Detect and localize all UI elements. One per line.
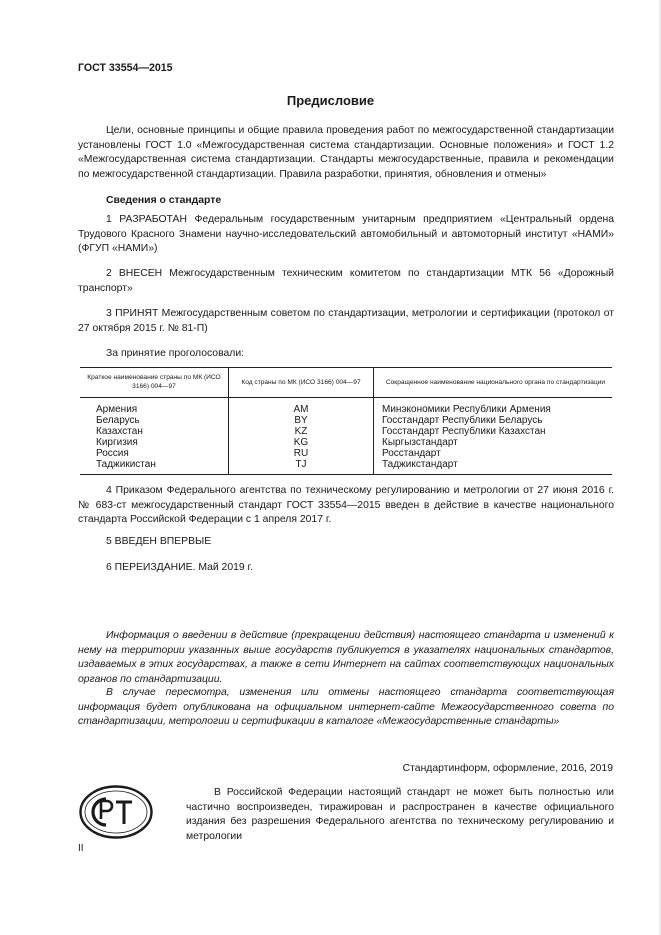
standards-body: Минэкономики Республики Армения — [382, 404, 551, 415]
header-standards-body: Сокращенное наименование национального органа по стандартизации — [374, 368, 613, 398]
publisher-line: Стандартинформ, оформление, 2016, 2019 — [402, 763, 613, 774]
item-submitted: 2 ВНЕСЕН Межгосударственным техническим комитетом по стандартизации МТК 56 «Дорожный транспорт» — [78, 268, 614, 294]
country-code: KZ — [229, 426, 374, 437]
country-name: Россия — [80, 448, 229, 459]
page-number: II — [78, 843, 84, 854]
table-row — [80, 448, 612, 459]
vote-table-header-row — [80, 368, 612, 398]
table-row — [80, 415, 612, 426]
country-name: Казахстан — [80, 426, 229, 437]
table-row — [80, 426, 612, 437]
standards-body: Кыргызстандарт — [382, 437, 458, 448]
page-title: Предисловие — [286, 93, 375, 108]
intro-paragraph: Цели, основные принципы и общие правила проведения работ по межгосударственной стандартизации установлены ГОСТ 1.0 «Межгосударственная система стандартизации. Основные положения» и ГОСТ 1.2 «Межгосударственная система стандартизации. Стандарты межгосударственные, правила и рекомендации по межгосударственной стандартизации. Правила разработки, принятия, обновления и отмены» — [78, 125, 614, 180]
country-name: Армения — [80, 398, 229, 416]
standards-body: Таджикстандарт — [382, 459, 458, 470]
vote-label: За принятие проголосовали: — [106, 348, 245, 359]
country-code: RU — [229, 448, 374, 459]
standards-body: Росстандарт — [382, 448, 441, 459]
country-name: Таджикистан — [80, 459, 229, 475]
table-row — [80, 459, 612, 475]
country-name: Киргизия — [80, 437, 229, 448]
section-heading: Сведения о стандарте — [106, 195, 222, 206]
country-name: Беларусь — [80, 415, 229, 426]
standards-body: Госстандарт Республики Беларусь — [382, 415, 543, 426]
country-code: TJ — [229, 459, 374, 475]
country-code: AM — [229, 398, 374, 416]
rf-notice: В Российской Федерации настоящий стандарт не может быть полностью или частично воспроизведен, тиражирован и распространен в качестве официального издания без разрешения Федерального агентства по техническому регулированию и метрологии — [186, 787, 614, 842]
header-country-code: Код страны по МК (ИСО 3166) 004—97 — [229, 368, 374, 398]
rst-logo — [78, 784, 154, 840]
country-code: BY — [229, 415, 374, 426]
item-introduced: 5 ВВЕДЕН ВПЕРВЫЕ — [106, 536, 212, 547]
table-row — [80, 437, 612, 448]
info-paragraph-2: В случае пересмотра, изменения или отмены настоящего стандарта соответствующая информация будет опубликована на официальном интернет-сайте Межгосударственного совета по стандартизации, метрологии и сертификации в каталоге «Межгосударственные стандарты» — [78, 687, 614, 728]
document-code: ГОСТ 33554—2015 — [78, 62, 173, 74]
item-developed: 1 РАЗРАБОТАН Федеральным государственным унитарным предприятием «Центральный ордена Трудового Красного Знамени научно-исследовательский автомобильный и автомоторный институт «НАМИ» (ФГУП «НАМИ») — [78, 214, 614, 255]
item-reissue: 6 ПЕРЕИЗДАНИЕ. Май 2019 г. — [106, 562, 253, 573]
standards-body: Госстандарт Республики Казахстан — [382, 426, 546, 437]
country-code: KG — [229, 437, 374, 448]
vote-table — [80, 367, 612, 475]
table-row — [80, 398, 612, 416]
item-order: 4 Приказом Федерального агентства по техническому регулированию и метрологии от 27 июня 2016 г. № 683-ст межгосударственный стандарт ГОСТ 33554—2015 введен в действие в качестве национального стандарта Российской Федерации с 1 апреля 2017 г. — [78, 485, 614, 526]
header-country-name: Краткое наименование страны по МК (ИСО 3166) 004—97 — [80, 368, 229, 398]
info-paragraph-1: Информация о введении в действие (прекращении действия) настоящего стандарта и изменений к нему на территории указанных выше государств публикуется в указателях национальных стандартов, издаваемых в этих государствах, а также в сети Интернет на сайтах соответствующих национальных органов по стандартизации. — [78, 630, 614, 685]
item-adopted: 3 ПРИНЯТ Межгосударственным советом по стандартизации, метрологии и сертификации (протокол от 27 октября 2015 г. № 81-П) — [78, 308, 614, 334]
